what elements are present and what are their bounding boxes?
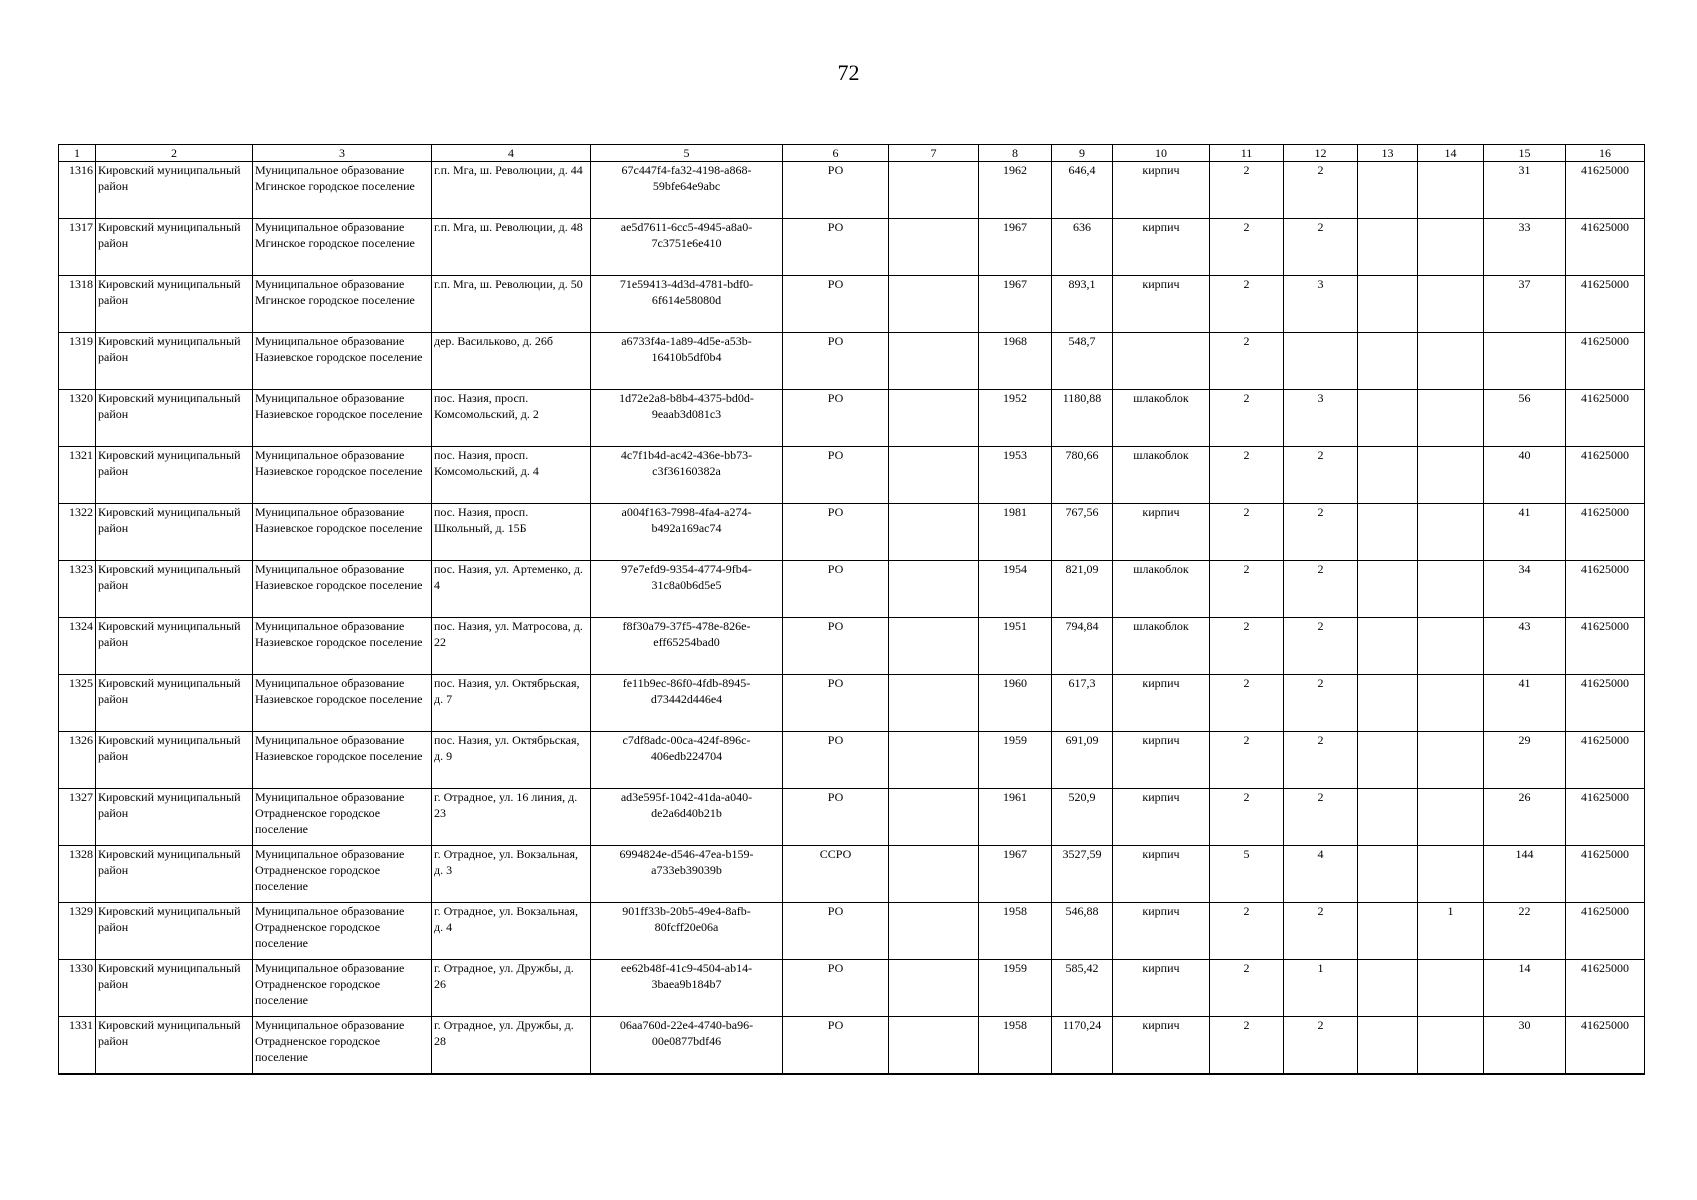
table-cell	[1358, 219, 1418, 276]
table-cell: 41625000	[1566, 390, 1645, 447]
table-cell: 546,88	[1052, 903, 1113, 960]
table-cell: Муниципальное образование Назиевское городское поселение	[253, 561, 432, 618]
table-cell: пос. Назия, просп. Комсомольский, д. 2	[432, 390, 591, 447]
table-cell: г.п. Мга, ш. Революции, д. 50	[432, 276, 591, 333]
table-cell: г.п. Мга, ш. Революции, д. 44	[432, 162, 591, 219]
table-cell: 41625000	[1566, 1017, 1645, 1075]
table-cell: 41	[1484, 675, 1566, 732]
table-cell: Муниципальное образование Назиевское городское поселение	[253, 675, 432, 732]
table-cell: 67c447f4-fa32-4198-a868-59bfe64e9abc	[591, 162, 783, 219]
table-cell: РО	[783, 675, 889, 732]
table-cell: 1321	[59, 447, 96, 504]
table-cell: 1967	[979, 276, 1052, 333]
table-cell	[1418, 276, 1484, 333]
column-header-1: 1	[59, 145, 96, 162]
table-cell: 1959	[979, 960, 1052, 1017]
table-cell: 41625000	[1566, 960, 1645, 1017]
table-cell: 5	[1210, 846, 1284, 903]
table-cell: 2	[1284, 618, 1358, 675]
table-cell: пос. Назия, ул. Октябрьская, д. 9	[432, 732, 591, 789]
table-cell: 1951	[979, 618, 1052, 675]
table-row	[59, 675, 1645, 732]
table-cell: 2	[1210, 1017, 1284, 1075]
table-cell: 41625000	[1566, 846, 1645, 903]
table-cell	[1358, 675, 1418, 732]
table-cell: Кировский муниципальный район	[96, 675, 253, 732]
table-cell	[1358, 960, 1418, 1017]
table-cell	[1358, 846, 1418, 903]
table-cell: 30	[1484, 1017, 1566, 1075]
table-cell: 1	[1418, 903, 1484, 960]
table-cell: 2	[1284, 162, 1358, 219]
table-cell: Кировский муниципальный район	[96, 1017, 253, 1075]
table-cell: 3	[1284, 390, 1358, 447]
table-cell: 2	[1210, 162, 1284, 219]
column-number-row	[59, 145, 1645, 162]
table-cell: 1953	[979, 447, 1052, 504]
table-cell: 2	[1284, 561, 1358, 618]
table-cell: 1316	[59, 162, 96, 219]
table-row	[59, 960, 1645, 1017]
table-cell: Муниципальное образование Назиевское городское поселение	[253, 390, 432, 447]
column-header-3: 3	[253, 145, 432, 162]
table-cell: 2	[1284, 1017, 1358, 1075]
table-cell: 2	[1210, 504, 1284, 561]
table-cell: 2	[1210, 903, 1284, 960]
table-cell: 1324	[59, 618, 96, 675]
table-cell: Кировский муниципальный район	[96, 789, 253, 846]
table-cell	[889, 960, 979, 1017]
table-cell: 31	[1484, 162, 1566, 219]
table-cell: РО	[783, 504, 889, 561]
table-cell: 2	[1210, 960, 1284, 1017]
table-cell: 1319	[59, 333, 96, 390]
table-cell: 41625000	[1566, 333, 1645, 390]
table-cell: ССРО	[783, 846, 889, 903]
table-row	[59, 276, 1645, 333]
table-cell: Кировский муниципальный район	[96, 960, 253, 1017]
table-cell: Кировский муниципальный район	[96, 333, 253, 390]
table-cell: 4	[1284, 846, 1358, 903]
table-cell: 1962	[979, 162, 1052, 219]
table-cell: 2	[1210, 789, 1284, 846]
table-cell: f8f30a79-37f5-478e-826e-eff65254bad0	[591, 618, 783, 675]
table-body	[59, 162, 1645, 1075]
table-cell	[1358, 390, 1418, 447]
table-cell: Муниципальное образование Мгинское городское поселение	[253, 219, 432, 276]
table-cell	[889, 789, 979, 846]
table-cell	[889, 504, 979, 561]
table-cell: Кировский муниципальный район	[96, 447, 253, 504]
table-cell: кирпич	[1113, 846, 1210, 903]
table-cell: 41	[1484, 504, 1566, 561]
table-cell: 97e7efd9-9354-4774-9fb4-31c8a0b6d5e5	[591, 561, 783, 618]
table-row	[59, 162, 1645, 219]
table-cell: 1327	[59, 789, 96, 846]
table-cell: 2	[1210, 732, 1284, 789]
table-cell: fe11b9ec-86f0-4fdb-8945-d73442d446e4	[591, 675, 783, 732]
table-cell: 41625000	[1566, 561, 1645, 618]
table-cell: кирпич	[1113, 675, 1210, 732]
table-cell: 1323	[59, 561, 96, 618]
table-cell: РО	[783, 732, 889, 789]
table-cell	[1358, 561, 1418, 618]
table-cell: РО	[783, 1017, 889, 1075]
table-cell: Муниципальное образование Назиевское городское поселение	[253, 447, 432, 504]
table-row	[59, 1017, 1645, 1075]
housing-registry-table	[58, 144, 1645, 1075]
table-cell: a6733f4a-1a89-4d5e-a53b-16410b5df0b4	[591, 333, 783, 390]
table-cell: 1967	[979, 846, 1052, 903]
table-cell: 1331	[59, 1017, 96, 1075]
table-cell	[1418, 732, 1484, 789]
table-cell: 1317	[59, 219, 96, 276]
table-cell: Кировский муниципальный район	[96, 504, 253, 561]
column-header-5: 5	[591, 145, 783, 162]
table-cell	[1484, 333, 1566, 390]
table-cell: РО	[783, 618, 889, 675]
column-header-16: 16	[1566, 145, 1645, 162]
table-cell: 1967	[979, 219, 1052, 276]
table-cell	[1284, 333, 1358, 390]
table-cell: 41625000	[1566, 162, 1645, 219]
table-cell: 40	[1484, 447, 1566, 504]
table-cell: 144	[1484, 846, 1566, 903]
table-cell: 06aa760d-22e4-4740-ba96-00e0877bdf46	[591, 1017, 783, 1075]
table-cell: 14	[1484, 960, 1566, 1017]
table-cell: Муниципальное образование Назиевское городское поселение	[253, 618, 432, 675]
table-cell	[1418, 447, 1484, 504]
table-cell: 2	[1210, 219, 1284, 276]
table-cell: 41625000	[1566, 732, 1645, 789]
table-cell	[1113, 333, 1210, 390]
table-cell: Кировский муниципальный район	[96, 219, 253, 276]
table-cell	[889, 390, 979, 447]
table-cell: 794,84	[1052, 618, 1113, 675]
table-cell	[1418, 390, 1484, 447]
table-cell: 1326	[59, 732, 96, 789]
table-cell	[1418, 333, 1484, 390]
column-header-14: 14	[1418, 145, 1484, 162]
table-cell	[1358, 732, 1418, 789]
table-row	[59, 504, 1645, 561]
table-cell: 37	[1484, 276, 1566, 333]
table-cell: кирпич	[1113, 903, 1210, 960]
table-cell: РО	[783, 162, 889, 219]
table-cell: РО	[783, 219, 889, 276]
table-cell: пос. Назия, просп. Комсомольский, д. 4	[432, 447, 591, 504]
table-cell	[889, 618, 979, 675]
table-cell: 41625000	[1566, 618, 1645, 675]
table-cell: г. Отрадное, ул. Вокзальная, д. 3	[432, 846, 591, 903]
table-cell: 2	[1210, 618, 1284, 675]
table-cell	[1418, 846, 1484, 903]
table-row	[59, 219, 1645, 276]
table-cell: шлакоблок	[1113, 447, 1210, 504]
table-cell: 26	[1484, 789, 1566, 846]
table-cell: 4c7f1b4d-ac42-436e-bb73-c3f36160382a	[591, 447, 783, 504]
table-cell	[889, 447, 979, 504]
table-cell: 780,66	[1052, 447, 1113, 504]
table-cell: 636	[1052, 219, 1113, 276]
table-cell: РО	[783, 276, 889, 333]
table-cell: Муниципальное образование Отрадненское городское поселение	[253, 960, 432, 1017]
table-cell: ad3e595f-1042-41da-a040-de2a6d40b21b	[591, 789, 783, 846]
table-cell: Муниципальное образование Назиевское городское поселение	[253, 333, 432, 390]
table-cell: a004f163-7998-4fa4-a274-b492a169ac74	[591, 504, 783, 561]
table-cell: пос. Назия, ул. Октябрьская, д. 7	[432, 675, 591, 732]
table-cell: 1981	[979, 504, 1052, 561]
table-cell: 41625000	[1566, 504, 1645, 561]
table-row	[59, 618, 1645, 675]
table-cell: РО	[783, 903, 889, 960]
column-header-4: 4	[432, 145, 591, 162]
column-header-10: 10	[1113, 145, 1210, 162]
table-cell: 2	[1210, 447, 1284, 504]
table-cell: Муниципальное образование Отрадненское городское поселение	[253, 846, 432, 903]
table-cell: 56	[1484, 390, 1566, 447]
table-cell: 6994824e-d546-47ea-b159-a733eb39039b	[591, 846, 783, 903]
table-cell: 548,7	[1052, 333, 1113, 390]
table-cell: г. Отрадное, ул. Дружбы, д. 26	[432, 960, 591, 1017]
table-row	[59, 390, 1645, 447]
table-cell: г.п. Мга, ш. Революции, д. 48	[432, 219, 591, 276]
page-number: 72	[837, 60, 860, 85]
table-cell: 1328	[59, 846, 96, 903]
table-cell	[1358, 276, 1418, 333]
table-cell: РО	[783, 960, 889, 1017]
table-cell: 821,09	[1052, 561, 1113, 618]
table-cell: Кировский муниципальный район	[96, 276, 253, 333]
table-cell: 2	[1284, 447, 1358, 504]
column-header-12: 12	[1284, 145, 1358, 162]
table-cell: 901ff33b-20b5-49e4-8afb-80fcff20e06a	[591, 903, 783, 960]
table-cell: 41625000	[1566, 903, 1645, 960]
column-header-2: 2	[96, 145, 253, 162]
table-cell: 1318	[59, 276, 96, 333]
table-cell: Кировский муниципальный район	[96, 732, 253, 789]
table-cell: РО	[783, 789, 889, 846]
table-cell: 2	[1284, 789, 1358, 846]
table-cell: 1180,88	[1052, 390, 1113, 447]
table-cell: 22	[1484, 903, 1566, 960]
table-cell: 2	[1210, 333, 1284, 390]
table-cell	[889, 903, 979, 960]
table-cell: ee62b48f-41c9-4504-ab14-3baea9b184b7	[591, 960, 783, 1017]
table-cell: 1322	[59, 504, 96, 561]
table-cell	[1418, 789, 1484, 846]
table-cell: 1952	[979, 390, 1052, 447]
table-cell: c7df8adc-00ca-424f-896c-406edb224704	[591, 732, 783, 789]
table-cell	[1358, 618, 1418, 675]
table-cell: г. Отрадное, ул. 16 линия, д. 23	[432, 789, 591, 846]
table-cell: кирпич	[1113, 162, 1210, 219]
table-cell	[889, 846, 979, 903]
table-cell: Кировский муниципальный район	[96, 561, 253, 618]
column-header-13: 13	[1358, 145, 1418, 162]
table-cell: 41625000	[1566, 675, 1645, 732]
table-cell: Кировский муниципальный район	[96, 390, 253, 447]
table-cell: Муниципальное образование Отрадненское городское поселение	[253, 903, 432, 960]
table-cell: 1d72e2a8-b8b4-4375-bd0d-9eaab3d081c3	[591, 390, 783, 447]
table-cell: 1329	[59, 903, 96, 960]
table-cell: РО	[783, 333, 889, 390]
table-cell	[1358, 789, 1418, 846]
column-header-15: 15	[1484, 145, 1566, 162]
table-cell: 1325	[59, 675, 96, 732]
table-cell: 617,3	[1052, 675, 1113, 732]
table-cell: кирпич	[1113, 276, 1210, 333]
table-row	[59, 789, 1645, 846]
table-cell: пос. Назия, ул. Артеменко, д. 4	[432, 561, 591, 618]
table-cell: 2	[1284, 675, 1358, 732]
table-cell	[889, 276, 979, 333]
table-cell: 71e59413-4d3d-4781-bdf0-6f614e58080d	[591, 276, 783, 333]
table-cell: 41625000	[1566, 789, 1645, 846]
column-header-8: 8	[979, 145, 1052, 162]
table-cell	[889, 561, 979, 618]
table-cell	[1418, 219, 1484, 276]
table-cell: шлакоблок	[1113, 390, 1210, 447]
table-cell	[1418, 504, 1484, 561]
table-cell: шлакоблок	[1113, 618, 1210, 675]
table-cell	[1418, 1017, 1484, 1075]
table-cell: Муниципальное образование Назиевское городское поселение	[253, 732, 432, 789]
table-cell	[889, 675, 979, 732]
table-header	[59, 145, 1645, 162]
table-cell: 41625000	[1566, 276, 1645, 333]
table-cell	[889, 1017, 979, 1075]
table-cell: Кировский муниципальный район	[96, 162, 253, 219]
table-cell: 29	[1484, 732, 1566, 789]
table-cell: Муниципальное образование Отрадненское городское поселение	[253, 1017, 432, 1075]
column-header-9: 9	[1052, 145, 1113, 162]
table-cell: 43	[1484, 618, 1566, 675]
table-cell: 34	[1484, 561, 1566, 618]
table-cell: 1170,24	[1052, 1017, 1113, 1075]
table-cell	[889, 162, 979, 219]
table-cell: 1954	[979, 561, 1052, 618]
table-cell: шлакоблок	[1113, 561, 1210, 618]
table-cell: г. Отрадное, ул. Вокзальная, д. 4	[432, 903, 591, 960]
table-cell: 33	[1484, 219, 1566, 276]
table-cell: дер. Васильково, д. 26б	[432, 333, 591, 390]
table-cell: 893,1	[1052, 276, 1113, 333]
table-cell: РО	[783, 561, 889, 618]
table-cell: Муниципальное образование Мгинское городское поселение	[253, 276, 432, 333]
table-cell	[889, 219, 979, 276]
table-cell: 2	[1284, 504, 1358, 561]
table-cell: кирпич	[1113, 789, 1210, 846]
table-cell: 1330	[59, 960, 96, 1017]
table-cell: ae5d7611-6cc5-4945-a8a0-7c3751e6e410	[591, 219, 783, 276]
table-cell: 1961	[979, 789, 1052, 846]
table-cell: 646,4	[1052, 162, 1113, 219]
table-cell: 2	[1284, 219, 1358, 276]
table-cell: 2	[1210, 276, 1284, 333]
table-cell: Кировский муниципальный район	[96, 846, 253, 903]
table-cell: Кировский муниципальный район	[96, 618, 253, 675]
table-cell	[1418, 162, 1484, 219]
table-row	[59, 732, 1645, 789]
table-cell: РО	[783, 390, 889, 447]
table-cell	[1358, 333, 1418, 390]
table-cell: 2	[1210, 390, 1284, 447]
table-cell: 2	[1210, 675, 1284, 732]
table-cell: г. Отрадное, ул. Дружбы, д. 28	[432, 1017, 591, 1075]
table-row	[59, 447, 1645, 504]
table-cell: Кировский муниципальный район	[96, 903, 253, 960]
table-cell: 3	[1284, 276, 1358, 333]
table-cell	[1418, 675, 1484, 732]
table-cell: РО	[783, 447, 889, 504]
table-cell: 1	[1284, 960, 1358, 1017]
column-header-7: 7	[889, 145, 979, 162]
table-cell: кирпич	[1113, 219, 1210, 276]
table-row	[59, 903, 1645, 960]
table-cell	[1358, 1017, 1418, 1075]
column-header-11: 11	[1210, 145, 1284, 162]
table-cell: 2	[1210, 561, 1284, 618]
table-cell	[1358, 162, 1418, 219]
table-cell: 41625000	[1566, 219, 1645, 276]
table-cell: пос. Назия, ул. Матросова, д. 22	[432, 618, 591, 675]
table-row	[59, 846, 1645, 903]
table-cell: 585,42	[1052, 960, 1113, 1017]
table-cell	[1358, 504, 1418, 561]
table-cell: Муниципальное образование Отрадненское городское поселение	[253, 789, 432, 846]
table-cell: кирпич	[1113, 960, 1210, 1017]
table-cell: 691,09	[1052, 732, 1113, 789]
table-cell: 1960	[979, 675, 1052, 732]
table-cell: кирпич	[1113, 1017, 1210, 1075]
table-cell: Муниципальное образование Назиевское городское поселение	[253, 504, 432, 561]
table-cell: Муниципальное образование Мгинское городское поселение	[253, 162, 432, 219]
table-cell: 41625000	[1566, 447, 1645, 504]
table-cell: 2	[1284, 903, 1358, 960]
table-cell	[1358, 903, 1418, 960]
table-cell: кирпич	[1113, 504, 1210, 561]
table-cell: 1958	[979, 903, 1052, 960]
table-cell: 1968	[979, 333, 1052, 390]
table-cell: 1320	[59, 390, 96, 447]
table-cell: 3527,59	[1052, 846, 1113, 903]
table-cell	[1418, 618, 1484, 675]
table-row	[59, 333, 1645, 390]
table-cell: 767,56	[1052, 504, 1113, 561]
table-cell	[1418, 561, 1484, 618]
table-cell: 2	[1284, 732, 1358, 789]
table-cell: 1958	[979, 1017, 1052, 1075]
table-cell: кирпич	[1113, 732, 1210, 789]
table-cell	[1418, 960, 1484, 1017]
table-cell	[889, 333, 979, 390]
table-row	[59, 561, 1645, 618]
table-cell: 520,9	[1052, 789, 1113, 846]
table-cell	[1358, 447, 1418, 504]
column-header-6: 6	[783, 145, 889, 162]
table-cell	[889, 732, 979, 789]
table-cell: 1959	[979, 732, 1052, 789]
table-cell: пос. Назия, просп. Школьный, д. 15Б	[432, 504, 591, 561]
